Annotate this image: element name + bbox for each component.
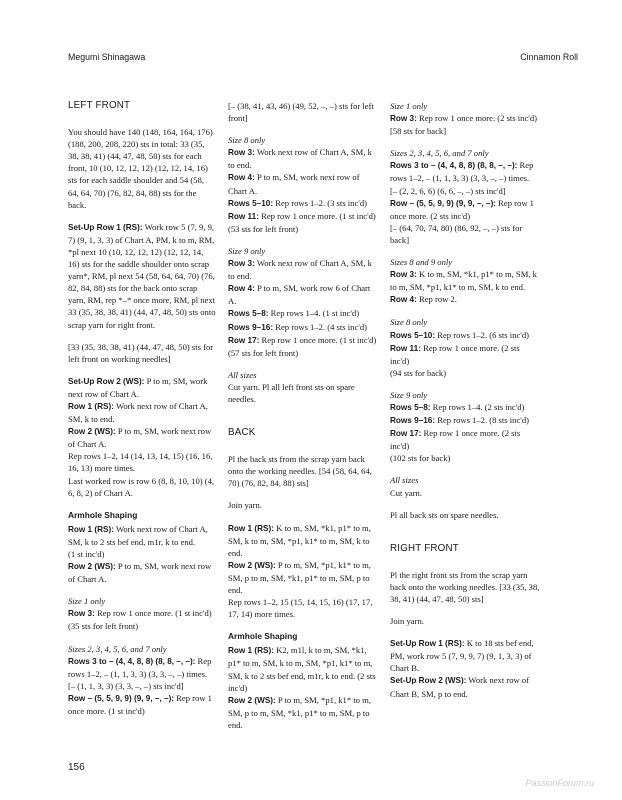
size-heading: Size 9 only: [228, 245, 266, 256]
setup-row-1: [68, 221, 216, 331]
row-text: Rep row 1 once more. (1 st inc'd): [68, 692, 212, 717]
row-label: Row 11:: [228, 211, 259, 221]
row-text: Rep rows 1–2. (3 sts inc'd): [273, 197, 367, 208]
row-label: Rows 5–10:: [228, 198, 274, 208]
row-text: Rep row 1 once more. (1 st inc'd): [258, 210, 376, 221]
sizes2-7-bracket: [– (2, 2, 6, 6) (6, 6, –, –) sts inc'd]: [390, 185, 506, 196]
row-label: Row 3:: [228, 259, 255, 269]
row-text: Rep rows 1–2. (4 sts inc'd): [273, 321, 367, 332]
rf-setup-row-1: [390, 637, 540, 674]
armhole-shaping-heading: Armhole Shaping: [228, 631, 298, 642]
row-text: P to m, SM, *p1, k1* to m, SM, p to m, SM, *k1, p1* to m, SM, p to end.: [228, 694, 371, 730]
size9-result: (102 sts for back): [390, 453, 451, 464]
row-text: Rep row 1 once more. (2 sts inc'd): [390, 428, 521, 452]
row-label: Rows 9–16:: [228, 322, 274, 332]
size8-rows-5-10: [390, 329, 540, 342]
row-label: Row 3:: [390, 270, 417, 280]
row-text: P to m, SM, *p1, k1* to m, SM, p to m, SM, *k1, p1* to m, SM, p to end.: [228, 559, 371, 595]
row-text: K to 18 sts bef end, PM, work row 5 (7, 9, 9, 7) (9, 1, 3, 3) of Chart B.: [390, 638, 534, 674]
size1-row-3: [68, 607, 216, 620]
row-label: Row 1 (RS):: [228, 523, 274, 533]
size9-result: (57 sts for left front): [228, 347, 299, 358]
sizes2-7-row: [68, 692, 216, 717]
size1-row-3: [390, 112, 540, 125]
size-heading: All sizes: [228, 369, 257, 380]
back-row-2: [228, 559, 378, 596]
size9-row-4: [228, 282, 378, 307]
size-heading: Size 8 only: [390, 317, 428, 328]
right-front-intro: Pl the right front sts from the scrap yarn back onto the working needles. [33 (35, 38, 38, 41) (44, 47, 48, 50) sts]: [390, 569, 540, 604]
row-label: Row 3:: [228, 148, 255, 158]
size8-rows-5-10: [228, 197, 378, 210]
section-heading-back: BACK: [228, 427, 256, 439]
row-text: Work next row of Chart A, SM, k to end.: [228, 147, 372, 171]
place-back-sts: Pl all back sts on spare needles.: [390, 509, 499, 520]
sizes2-7-result: [– (64, 70, 74, 80) (86, 92, –, –) sts for back]: [390, 222, 523, 245]
back-armhole-row-1: [228, 644, 378, 693]
row-label: Set-Up Row 1 (RS):: [68, 222, 143, 232]
size-heading: Size 9 only: [390, 389, 428, 400]
armhole-shaping-heading: Armhole Shaping: [68, 509, 138, 520]
row-label: Row 17:: [390, 429, 422, 439]
size8-result: (94 sts for back): [390, 367, 447, 378]
row-text: Rep rows 1–2, – (1, 1, 3, 3) (3, 3, –, –) times.: [390, 160, 534, 184]
row-label: Row 3:: [390, 114, 417, 124]
sizes8-9-row-4: [390, 293, 540, 306]
row-label: Row 4:: [228, 284, 255, 294]
row-label: Row 17:: [228, 335, 260, 345]
row-label: Set-Up Row 2 (WS):: [390, 676, 467, 686]
stitch-count-note: [33 (35, 38, 38, 41) (44, 47, 48, 50) sts for left front on working needles]: [68, 341, 214, 364]
row-label: Rows 3 to – (4, 4, 8, 8) (8, 8, –, –):: [390, 161, 518, 171]
section-heading-left-front: LEFT FRONT: [68, 100, 131, 111]
column-back: [228, 100, 378, 731]
row-text: Work row 5 (7, 9, 9, 7) (9, 1, 3, 3) of Chart A, PM, k to m, RM, *pl next 10 (10, 12, 12, 12) (12, 12, 14, 16) sts for the saddle shoulder onto scrap yarn*, RM, pl next 54 (58, 64, 64, 70) (76, 82, 84, 88) sts for the back onto scrap yarn, RM, rep *–* once more, RM, pl next 33 (35, 38, 38, 41) (44, 47, 48, 50) sts onto scrap yarn for right front.: [68, 221, 216, 330]
rf-setup-row-2: [390, 674, 540, 699]
row-text: P to m, SM, work next row of Chart A.: [228, 172, 360, 196]
watermark: PassionForum.ru: [525, 778, 594, 788]
size9-row-3: [228, 257, 378, 282]
stitch-count-note: [– (38, 41, 43, 46) (49, 52, –, –) sts for left front]: [228, 101, 374, 124]
size9-rows-9-16: [228, 321, 378, 334]
row-text: K to m, SM, *k1, p1* to m, SM, k to m, SM, *p1, k1* to m, SM, k to end.: [228, 522, 371, 558]
row-label: Row 2 (WS):: [68, 562, 116, 572]
back-repeat: Rep rows 1–2, 15 (15, 14, 15, 16) (17, 17, 17, 14) more times.: [228, 597, 373, 620]
last-row-note: Last worked row is row 6 (8, 8, 10, 10) (4, 6, 8, 2) of Chart A.: [68, 475, 215, 498]
page-number: 156: [68, 762, 85, 773]
row-label: Row 4:: [228, 173, 255, 183]
size8-result: (53 sts for left front): [228, 223, 299, 234]
all-sizes-text: Cut yarn. Pl all left front sts on spare needles.: [228, 381, 355, 404]
row-label: Row 2 (WS):: [228, 560, 276, 570]
join-yarn: Join yarn.: [390, 616, 424, 627]
row-text: P to m, SM, work next row of Chart A.: [68, 426, 212, 450]
row-label: Rows 5–8:: [390, 402, 431, 412]
back-armhole-row-2: [228, 694, 378, 731]
size-heading: Sizes 8 and 9 only: [390, 257, 453, 268]
row-text: Rep rows 1–2. (6 sts inc'd): [435, 329, 529, 340]
sizes2-7-row: [390, 197, 540, 222]
size8-row-11: [228, 210, 378, 223]
setup-row-2: [68, 375, 216, 400]
armhole-row-2: [68, 560, 216, 585]
row-text: Rep row 1 once more. (2 sts inc'd): [416, 113, 538, 124]
author-name: Megumi Shinagawa: [68, 52, 146, 62]
row-text: P to m, SM, work row 6 of Chart A.: [228, 283, 371, 307]
size1-result: [58 sts for back]: [390, 126, 447, 137]
column-right-front: [390, 100, 540, 700]
row-label: Row 1 (RS):: [68, 524, 114, 534]
row-label: Row 1 (RS):: [68, 401, 114, 411]
sizes2-7-rows: [390, 159, 540, 184]
size9-rows-5-8: [390, 401, 540, 414]
row-label: Row – (5, 5, 9, 9) (9, 9, –, –):: [390, 198, 497, 208]
row-label: Row 3:: [68, 609, 95, 619]
size-heading: Size 1 only: [68, 596, 106, 607]
row-text: Work next row of Chart B, SM, p to end.: [390, 675, 530, 699]
sizes2-7-bracket: [– (1, 1, 3, 3) (3, 3, –, –) sts inc'd]: [68, 680, 184, 691]
pattern-title: Cinnamon Roll: [520, 52, 578, 62]
size8-row-4: [228, 171, 378, 196]
row-2: [68, 425, 216, 450]
row-note: (1 st inc'd): [68, 549, 105, 559]
row-text: Rep row 2.: [416, 294, 457, 305]
size8-row-3: [228, 146, 378, 171]
size9-row-17: [228, 334, 378, 347]
row-label: Rows 5–8:: [228, 309, 269, 319]
sizes2-7-rows: [68, 655, 216, 680]
row-label: Rows 5–10:: [390, 330, 436, 340]
repeat-instruction: Rep rows 1–2, 14 (14, 13, 14, 15) (16, 16, 16, 13) more times.: [68, 451, 213, 474]
row-text: K2, m1l, k to m, SM, *k1, p1* to m, SM, k to m, SM, *p1, k1* to m, SM, k to 2 sts bef end, m1r, k to end. (2 sts inc'd): [228, 645, 376, 693]
row-1: [68, 400, 216, 425]
join-yarn: Join yarn.: [228, 500, 262, 511]
size-heading: Size 8 only: [228, 135, 266, 146]
row-label: Rows 3 to – (4, 4, 8, 8) (8, 8, –, –):: [68, 656, 196, 666]
size-heading: Sizes 2, 3, 4, 5, 6, and 7 only: [390, 148, 489, 159]
row-label: Rows 9–16:: [390, 416, 436, 426]
armhole-row-1: [68, 523, 216, 560]
row-text: Rep row 1 once more. (1 st inc'd): [259, 334, 377, 345]
row-text: Rep row 1 once more. (1 st inc'd): [94, 608, 212, 619]
size9-rows-9-16: [390, 414, 540, 427]
row-text: Rep rows 1–2. (8 sts inc'd): [435, 415, 529, 426]
section-heading-right-front: RIGHT FRONT: [390, 542, 459, 554]
row-text: Rep row 1 once more. (2 sts inc'd): [390, 197, 534, 221]
row-text: Rep rows 1–4. (1 st inc'd): [268, 308, 360, 319]
row-text: Work next row of Chart A, SM, k to end.: [68, 400, 208, 425]
size8-row-11: [390, 342, 540, 367]
row-text: Work next row of Chart A, SM, k to 2 sts bef end, m1r, k to end.: [68, 523, 208, 547]
size-heading: Size 1 only: [390, 101, 428, 111]
intro-paragraph: You should have 140 (148, 164, 164, 176) (188, 200, 208, 220) sts in total: 33 (35, 38, 38, 41) (44, 47, 48, 50) sts for each front, 10 (10, 12, 12, 12) (12, 12, 14, 16) sts for each saddle shoulder and 54 (58, 64, 64, 70) (76, 82, 84, 88) sts for the back.: [68, 127, 213, 210]
size9-row-17: [390, 427, 540, 452]
row-label: Set-Up Row 2 (WS):: [68, 376, 145, 386]
sizes8-9-row-3: [390, 268, 540, 293]
row-text: P to m, SM, work next row of Chart A.: [68, 561, 212, 585]
row-text: K to m, SM, *k1, p1* to m, SM, k to m, SM, *p1, k1* to m, SM, k to end.: [390, 269, 537, 293]
row-text: P to m, SM, work next row of Chart A.: [68, 375, 208, 399]
row-text: Work next row of Chart A, SM, k to end.: [228, 258, 372, 282]
back-row-1: [228, 522, 378, 559]
back-intro: Pl the back sts from the scrap yarn back onto the working needles. [54 (58, 64, 64, 70) (76, 82, 84, 88) sts]: [228, 454, 372, 489]
size9-rows-5-8: [228, 307, 378, 320]
row-label: Row 2 (WS):: [68, 427, 116, 437]
row-label: Row 1 (RS):: [228, 646, 274, 656]
row-label: Row 4:: [390, 295, 417, 305]
size-heading: All sizes: [390, 475, 419, 486]
row-label: Row – (5, 5, 9, 9) (9, 9, –, –):: [68, 693, 175, 703]
row-text: Rep rows 1–2, – (1, 1, 3, 3) (3, 3, –, –) times.: [68, 655, 212, 679]
size-heading: Sizes 2, 3, 4, 5, 6, and 7 only: [68, 643, 167, 654]
size1-result: (35 sts for left front): [68, 621, 139, 632]
row-label: Row 2 (WS):: [228, 695, 276, 705]
row-text: Rep row 1 once more. (2 sts inc'd): [390, 342, 520, 366]
row-label: Set-Up Row 1 (RS):: [390, 639, 465, 649]
column-left-front: [68, 100, 216, 717]
cut-yarn: Cut yarn.: [390, 487, 422, 498]
row-text: Rep rows 1–4. (2 sts inc'd): [430, 401, 525, 412]
row-label: Row 11:: [390, 343, 421, 353]
